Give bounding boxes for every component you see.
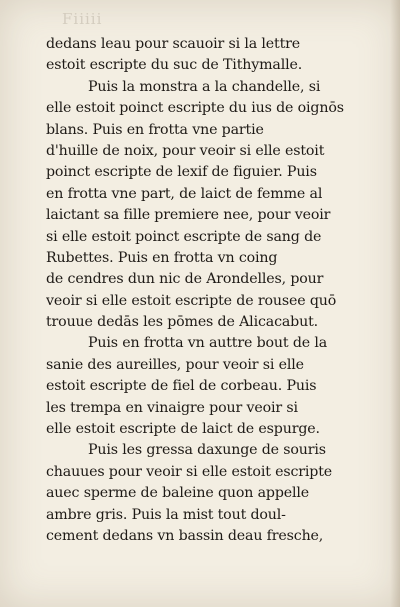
- text-line-6: d'huille de noix, pour veoir si elle estoit: [46, 142, 325, 159]
- text-line-16: sanie des aureilles, pour veoir si elle: [46, 356, 304, 373]
- text-line-5: blans. Puis en frotta vne partie: [46, 121, 264, 138]
- text-line-19: elle estoit escripte de laict de espurge.: [46, 421, 320, 438]
- text-line-24: cement dedans vn bassin deau fresche,: [46, 527, 324, 544]
- page-edge-shadow: [390, 0, 400, 607]
- text-line-12: de cendres dun nic de Arondelles, pour: [46, 271, 324, 288]
- text-line-11: Rubettes. Puis en frotta vn coing: [46, 249, 278, 266]
- text-line-18: les trempa en vinaigre pour veoir si: [46, 399, 298, 416]
- text-line-23: ambre gris. Puis la mist tout doul-: [46, 506, 286, 523]
- text-line-14: trouue dedās les pōmes de Alicacabut.: [46, 314, 319, 331]
- text-line-13: veoir si elle estoit escripte de rousee quō: [46, 292, 337, 309]
- text-line-9: laictant sa fille premiere nee, pour veoir: [46, 207, 331, 224]
- text-line-17: estoit escripte de fiel de corbeau. Puis: [46, 378, 317, 395]
- text-line-21: chauues pour veoir si elle estoit escripte: [46, 463, 333, 480]
- text-line-3: Puis la monstra a la chandelle, si: [88, 78, 321, 95]
- body-text: [46, 34, 390, 547]
- text-line-4: elle estoit poinct escripte du ius de oignōs: [46, 100, 344, 117]
- text-line-20: Puis les gressa daxunge de souris: [88, 442, 326, 459]
- text-line-8: en frotta vne part, de laict de femme al: [46, 185, 323, 202]
- bleed-through-header: Fiiiii: [62, 10, 103, 28]
- text-line-2: estoit escripte du suc de Tithymalle.: [46, 57, 303, 74]
- text-line-22: auec sperme de baleine quon appelle: [46, 485, 310, 502]
- text-line-7: poinct escripte de lexif de figuier. Puis: [46, 164, 317, 181]
- text-line-10: si elle estoit poinct escripte de sang de: [46, 228, 322, 245]
- text-line-1: dedans leau pour scauoir si la lettre: [46, 36, 301, 52]
- text-line-15: Puis en frotta vn auttre bout de la: [88, 335, 328, 352]
